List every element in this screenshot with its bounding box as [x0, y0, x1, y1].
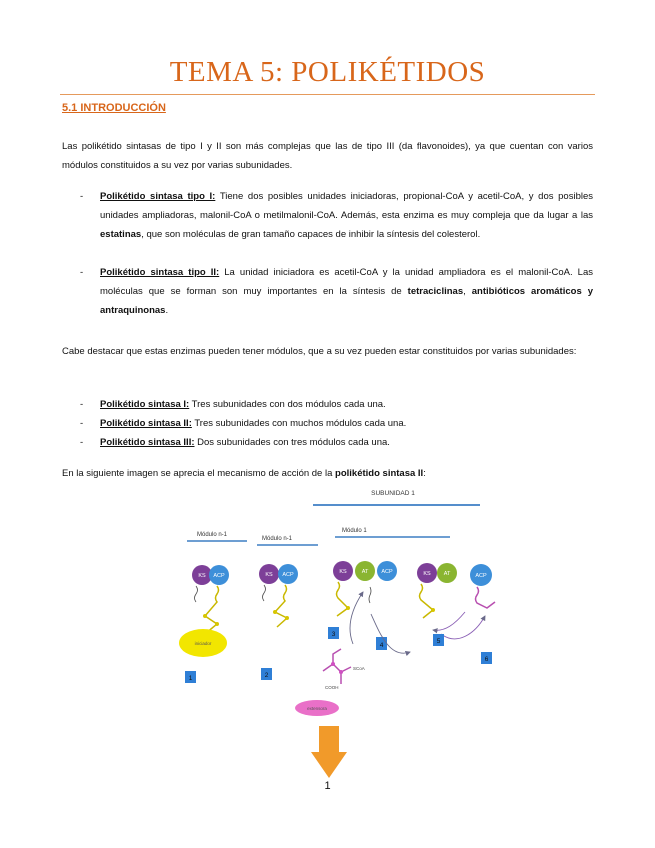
step-number: 2 — [264, 672, 269, 679]
type-label: Polikétido sintasa tipo I: — [100, 191, 216, 202]
bullet-dash: - — [80, 418, 84, 429]
modules-intro-paragraph: Cabe destacar que estas enzimas pueden tener módulos, que a su vez pueden estar constituidos por varias subunidades: — [62, 346, 577, 357]
extender-atom — [339, 670, 343, 674]
linker — [195, 586, 198, 602]
bullet-dash: - — [80, 267, 84, 278]
mechanism-diagram — [165, 484, 525, 784]
acp-label: ACP — [475, 573, 487, 579]
module-label-3: Módulo 1 — [342, 528, 367, 534]
image-intro-paragraph — [62, 464, 593, 483]
acp-label: ACP — [213, 573, 225, 579]
chain — [420, 584, 434, 618]
extender-label: extensora — [307, 706, 327, 711]
module-label-1: Módulo n-1 — [197, 532, 228, 538]
modules-list — [62, 395, 593, 452]
types-list — [62, 187, 593, 320]
module-text: Tres subunidades con muchos módulos cada una. — [191, 418, 407, 429]
down-arrow-icon — [311, 726, 347, 778]
chain-atom — [203, 614, 207, 618]
linker — [369, 587, 371, 603]
acp-label: ACP — [381, 569, 393, 575]
extender-atom — [331, 662, 335, 666]
chain-atom — [285, 616, 289, 620]
image-intro-emphasis: polikétido sintasa II — [335, 468, 424, 479]
return-arrow — [433, 612, 465, 630]
starter-label: iniciador — [194, 641, 212, 646]
module-label: Polikétido sintasa II: — [100, 418, 192, 429]
loading-arrow — [350, 592, 363, 644]
ks-label: KS — [198, 573, 206, 579]
list-item — [62, 395, 593, 414]
chain — [205, 586, 219, 634]
step-number: 4 — [379, 642, 384, 649]
list-item — [62, 187, 593, 244]
ks-label: KS — [423, 571, 431, 577]
type-text: , — [463, 286, 472, 297]
type-emphasis: antibióticos aromáticos y antraquinonas — [100, 286, 593, 316]
module-label: Polikétido sintasa III: — [100, 437, 195, 448]
ks-label: KS — [265, 572, 273, 578]
chain-atom — [431, 608, 435, 612]
bullet-dash: - — [80, 437, 84, 448]
type-text: Tiene dos posibles unidades iniciadoras, propional-CoA y acetil-CoA, y dos posibles unidades ampliadoras, malonil-CoA o metilmalonil-CoA. Además, esta enzima es muy compleja que da lugar a las — [100, 191, 593, 221]
module-text: Tres subunidades con dos módulos cada una. — [189, 399, 386, 410]
type-text: La unidad iniciadora es acetil-CoA y la unidad ampliadora es el malonil-CoA. Las moléculas que se forman son muy importantes en la síntesis de — [100, 267, 593, 297]
linker — [263, 585, 266, 601]
section-heading: 5.1 INTRODUCCIÓN — [62, 102, 166, 114]
type-emphasis: tetraciclinas — [407, 286, 464, 297]
step-number: 3 — [331, 631, 336, 638]
subunit-label: SUBUNIDAD 1 — [371, 490, 415, 497]
page-title: TEMA 5: POLIKÉTIDOS — [169, 56, 486, 88]
chain — [337, 582, 349, 616]
step-number: 6 — [484, 656, 489, 663]
step-number: 1 — [188, 675, 193, 682]
at-label: AT — [361, 569, 369, 575]
title-divider — [60, 94, 595, 95]
at-label: AT — [443, 571, 451, 577]
chain-atom — [346, 606, 350, 610]
image-intro-text: En la siguiente imagen se aprecia el mecanismo de acción de la — [62, 468, 336, 479]
chain-atom — [273, 610, 277, 614]
intro-paragraph: Las polikétido sintasas de tipo I y II son más complejas que las de tipo III (da flavonoides), ya que cuentan con varios módulos constituidos a su vez por varias subunidades. — [62, 141, 593, 171]
list-item — [62, 263, 593, 320]
bullet-dash: - — [80, 399, 84, 410]
list-item — [62, 414, 593, 433]
bullet-dash: - — [80, 191, 84, 202]
page-number: 1 — [324, 780, 331, 792]
cooh-label: COOH — [325, 685, 339, 690]
acp-label: ACP — [282, 572, 294, 578]
type-emphasis: estatinas — [100, 229, 142, 240]
type-label: Polikétido sintasa tipo II: — [100, 267, 220, 278]
extender-chain — [323, 649, 351, 684]
module-text: Dos subunidades con tres módulos cada una. — [194, 437, 390, 448]
chain — [275, 585, 287, 627]
extender-chain — [476, 587, 496, 608]
image-intro-text: : — [423, 468, 426, 479]
ks-label: KS — [339, 569, 347, 575]
coa-label: SCoA — [353, 666, 365, 671]
step-number: 5 — [436, 638, 441, 645]
type-text: . — [165, 305, 169, 316]
list-item — [62, 433, 593, 452]
chain-atom — [215, 622, 219, 626]
module-label-2: Módulo n-1 — [262, 536, 293, 542]
type-text: , que son moléculas de gran tamaño capaces de inhibir la síntesis del colesterol. — [141, 229, 481, 240]
mechanism-figure — [165, 484, 525, 784]
module-label: Polikétido sintasa I: — [100, 399, 190, 410]
